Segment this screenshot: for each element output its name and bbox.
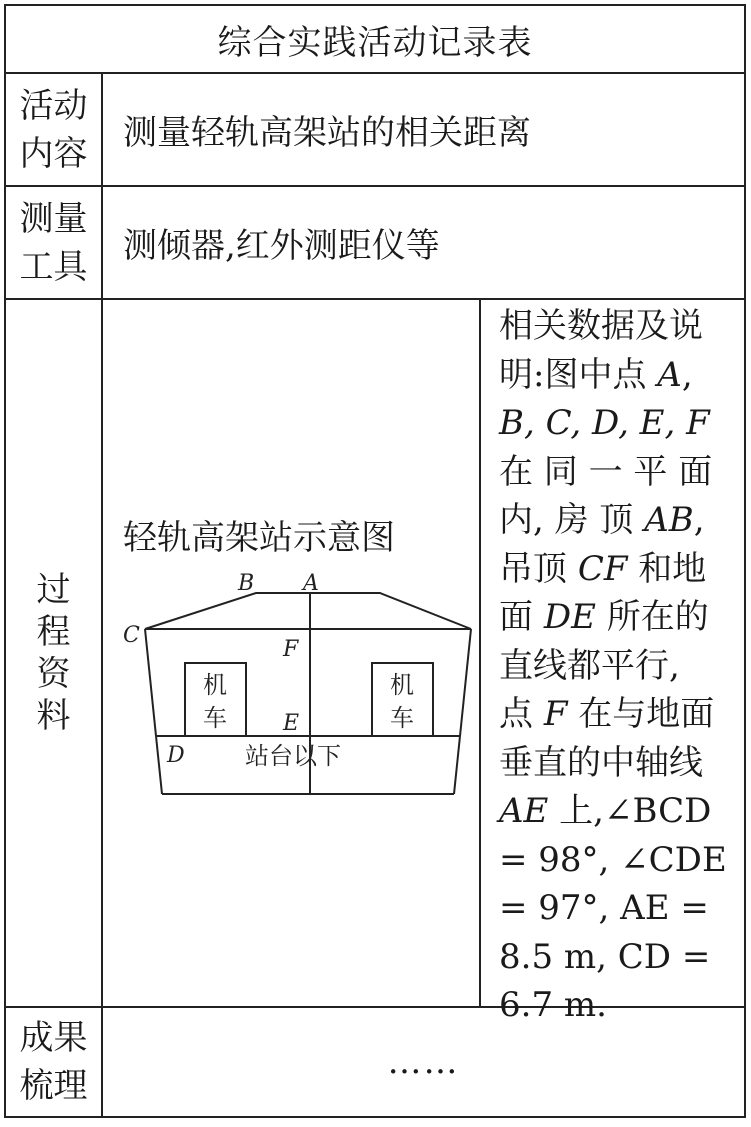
notes-line: 相关数据及说 <box>499 306 703 346</box>
activity-label <box>6 74 101 185</box>
notes-text: 和地 <box>627 548 707 589</box>
segment-symbol: AB <box>644 500 694 540</box>
notes-line: = 97°, AE = <box>499 888 709 928</box>
notes-line: 垂直的中轴线 <box>499 742 703 783</box>
data-notes <box>481 300 744 1025</box>
activity-value: 测量轻轨高架站的相关距离 <box>123 113 531 153</box>
notes-text: 所在的 <box>595 597 709 637</box>
point-A-label: A <box>303 571 319 596</box>
notes-line: = 98°, ∠CDE <box>499 839 727 880</box>
locomotive-right-char1: 机 <box>390 671 414 699</box>
point-symbol: A <box>657 354 682 395</box>
tools-label <box>6 187 101 298</box>
notes-line: 在 同 一 平 面 <box>499 451 713 492</box>
point-F-label: F <box>283 637 299 662</box>
notes-line <box>499 690 734 739</box>
process-label <box>6 300 101 1006</box>
notes-line <box>499 399 734 448</box>
notes-text: 在与地面 <box>567 694 715 734</box>
diagram-title: 轻轨高架站示意图 <box>123 518 395 558</box>
segment-symbol: AE <box>499 791 549 831</box>
process-label-char: 资 <box>36 654 71 694</box>
process-label-char: 程 <box>36 612 71 652</box>
notes-line <box>499 787 734 836</box>
notes-line <box>499 593 734 642</box>
notes-line <box>499 351 734 400</box>
point-B-label: B <box>238 571 255 596</box>
segment-symbol: CF <box>577 548 628 589</box>
notes-text: 上,∠BCD <box>548 791 712 831</box>
notes-text: 明:图中点 <box>499 354 658 395</box>
point-D-label: D <box>167 743 185 768</box>
record-table <box>4 4 746 1118</box>
left-wall <box>145 629 156 736</box>
notes-text: , <box>693 500 705 540</box>
notes-line: 6.7 m. <box>499 985 607 1025</box>
tools-label-line2: 工具 <box>19 246 88 287</box>
notes-text: 面 <box>499 597 544 637</box>
tools-value: 测倾器,红外测距仪等 <box>123 226 440 266</box>
right-wall <box>460 629 471 736</box>
point-symbol: B, C, D, E, F <box>499 403 710 443</box>
segment-symbol: DE <box>543 597 596 637</box>
table-title: 综合实践活动记录表 <box>217 22 533 63</box>
notes-line: 直线都平行, <box>499 645 680 686</box>
activity-label-line2: 内容 <box>19 133 88 174</box>
diagram-cell <box>103 300 479 1006</box>
point-C-label: C <box>123 623 140 648</box>
platform-label: 站台以下 <box>245 742 341 770</box>
notes-text: , <box>681 354 693 395</box>
tools-label-line1: 测量 <box>19 198 88 239</box>
station-diagram <box>103 300 479 1006</box>
lower-left-wall <box>156 736 162 794</box>
result-label-line2: 梳理 <box>19 1066 88 1106</box>
notes-line <box>499 496 734 545</box>
locomotive-left-char2: 车 <box>203 704 227 732</box>
lower-right-wall <box>454 736 460 794</box>
point-E-label: E <box>283 711 300 736</box>
activity-label-line1: 活动 <box>19 85 88 126</box>
locomotive-right-char2: 车 <box>390 704 414 732</box>
locomotive-left-char1: 机 <box>203 671 227 699</box>
notes-text: 吊顶 <box>499 548 578 589</box>
process-label-char: 过 <box>36 570 71 610</box>
result-label <box>6 1008 101 1116</box>
notes-text: 内, 房 顶 <box>499 500 645 540</box>
result-label-line1: 成果 <box>19 1018 88 1058</box>
roof-outline <box>145 593 471 629</box>
notes-line: 8.5 m, CD = <box>499 936 711 977</box>
notes-line <box>499 545 734 594</box>
notes-text: 点 <box>499 694 544 734</box>
point-symbol: F <box>543 694 568 734</box>
process-label-char: 料 <box>36 696 71 736</box>
result-value: …… <box>387 1042 460 1082</box>
